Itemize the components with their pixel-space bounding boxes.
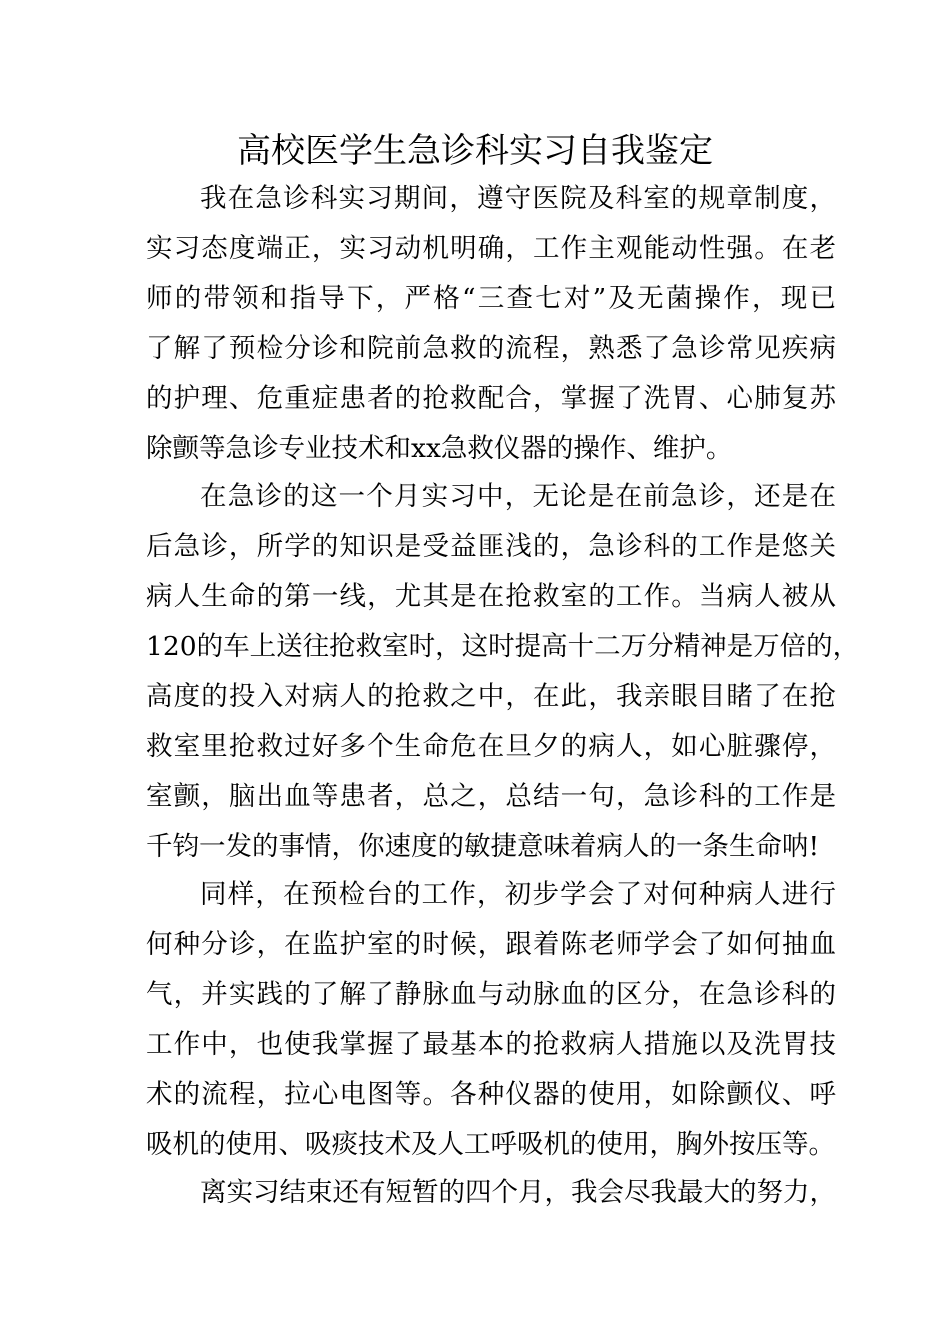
paragraph-line: 后急诊，所学的知识是受益匪浅的，急诊科的工作是悠关 bbox=[146, 531, 836, 562]
paragraph-line: 除颤等急诊专业技术和xx急救仪器的操作、维护。 bbox=[146, 433, 733, 464]
paragraph-line: 120的车上送往抢救室时，这时提高十二万分精神是万倍的， bbox=[146, 631, 860, 662]
paragraph-line: 在急诊的这一个月实习中，无论是在前急诊，还是在 bbox=[200, 481, 836, 512]
paragraph-line: 同样，在预检台的工作，初步学会了对何种病人进行 bbox=[200, 879, 836, 910]
paragraph-line: 离实习结束还有短暂的四个月，我会尽我最大的努力， bbox=[200, 1177, 836, 1208]
paragraph-line: 千钧一发的事情，你速度的敏捷意味着病人的一条生命呐! bbox=[146, 831, 820, 862]
paragraph-line: 室颤，脑出血等患者，总之，总结一句，急诊科的工作是 bbox=[146, 781, 836, 812]
paragraph-line: 吸机的使用、吸痰技术及人工呼吸机的使用，胸外按压等。 bbox=[146, 1129, 835, 1160]
document-title: 高校医学生急诊科实习自我鉴定 bbox=[237, 131, 713, 171]
paragraph-line: 师的带领和指导下，严格“三查七对”及无菌操作，现已 bbox=[146, 283, 836, 314]
paragraph-line: 术的流程，拉心电图等。各种仪器的使用，如除颤仪、呼 bbox=[146, 1079, 836, 1110]
paragraph-line: 我在急诊科实习期间，遵守医院及科室的规章制度， bbox=[200, 183, 836, 214]
paragraph-line: 何种分诊，在监护室的时候，跟着陈老师学会了如何抽血 bbox=[146, 929, 836, 960]
paragraph-line: 救室里抢救过好多个生命危在旦夕的病人，如心脏骤停， bbox=[146, 731, 836, 762]
paragraph-line: 的护理、危重症患者的抢救配合，掌握了洗胃、心肺复苏 bbox=[146, 383, 836, 414]
paragraph-line: 了解了预检分诊和院前急救的流程，熟悉了急诊常见疾病 bbox=[146, 333, 836, 364]
paragraph-line: 工作中，也使我掌握了最基本的抢救病人措施以及洗胃技 bbox=[146, 1029, 836, 1060]
paragraph-line: 高度的投入对病人的抢救之中，在此，我亲眼目睹了在抢 bbox=[146, 681, 836, 712]
paragraph-line: 病人生命的第一线，尤其是在抢救室的工作。当病人被从 bbox=[146, 581, 836, 612]
paragraph-line: 实习态度端正，实习动机明确，工作主观能动性强。在老 bbox=[146, 233, 836, 264]
paragraph-line: 气，并实践的了解了静脉血与动脉血的区分，在急诊科的 bbox=[146, 979, 836, 1010]
